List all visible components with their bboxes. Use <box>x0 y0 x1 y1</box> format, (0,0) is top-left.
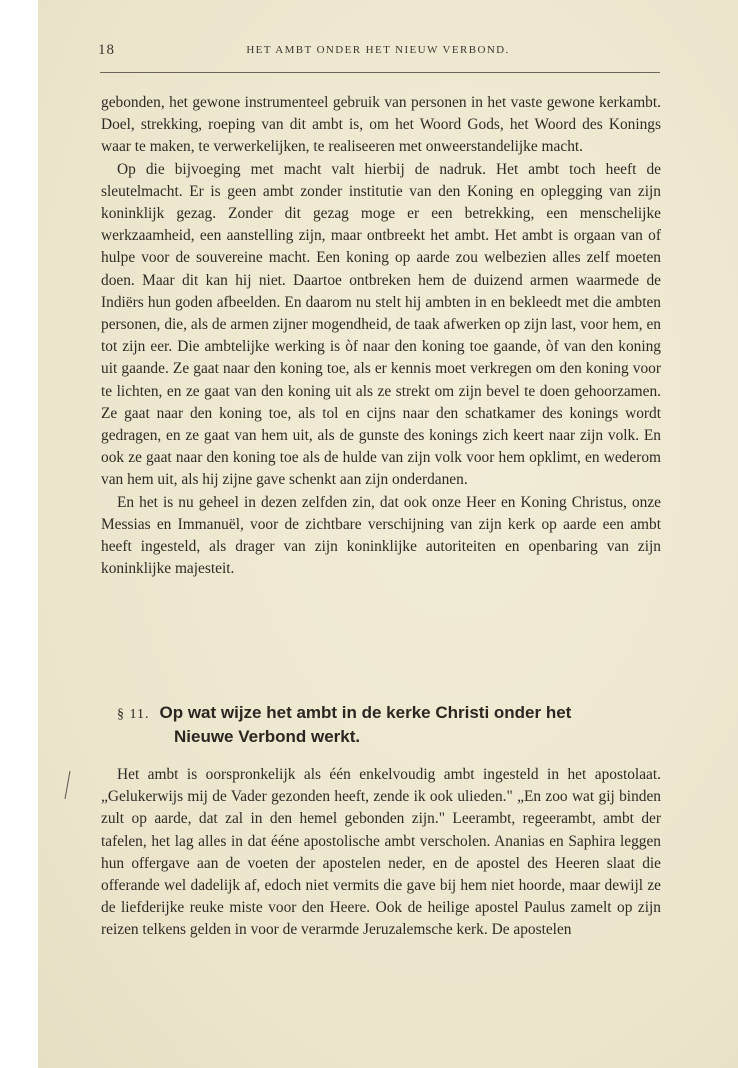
section-heading <box>117 702 662 748</box>
paragraph-1: gebonden, het gewone instrumenteel gebruik van personen in het vaste gewone kerkambt. Doel, strekking, roeping van dit ambt is, om het Woord Gods, het Woord des Konings waar te maken, te verwerkelijken, te realiseeren met onweerstandelijke macht. <box>101 94 661 156</box>
section-title-line2: Nieuwe Verbond werkt. <box>174 727 361 746</box>
running-title: HET AMBT ONDER HET NIEUW VERBOND. <box>246 44 510 56</box>
page-header <box>98 42 658 64</box>
section-title-line1: Op wat wijze het ambt in de kerke Christi onder het <box>159 703 572 722</box>
paragraph-2: Op die bijvoeging met macht valt hierbij de nadruk. Het ambt toch heeft de sleutelmacht. Er is geen ambt zonder institutie van den Koning en oplegging van zijn koninklijk gezag. Zonder dit gezag moge er een betrekking, een menschelijke werkzaamheid, een aanstelling zijn, maar ontbreekt het ambt. Het ambt is orgaan van of hulpe voor de souvereine macht. Een koning op aarde zou welbezien alles zelf moeten doen. Maar dit kan hij niet. Daartoe ontbreken hem de duizend armen waarmede de Indiërs hun goden afbeelden. En daarom nu stelt hij ambten in en bekleedt met die ambten personen, die, als de armen zijner mogendheid, de taak afwerken op zijn last, voor hem, en tot zijn eer. Die ambtelijke werking is òf naar den koning toe gaande, òf van den koning uit gaande. Ze gaat naar den koning toe, als er kennis moet verkregen om den koning voor te lichten, en ze gaat van den koning uit als ze strekt om zijn bevel te doen gehoorzamen. Ze gaat naar den koning toe, als tol en cijns naar den schatkamer des konings wordt gedragen, en ze gaat van hem uit, als de gunste des konings zich keert naar zijn volk. En ook ze gaat naar den koning toe als de hulde van zijn volk voor hem opklimt, en wederom van hem uit, als hij zijne gave schenkt aan zijn onderdanen. <box>101 160 661 489</box>
body-text-section <box>101 764 661 942</box>
header-rule <box>100 72 660 73</box>
section-number: § 11. <box>117 707 150 722</box>
paragraph-4: Het ambt is oorspronkelijk als één enkelvoudig ambt ingesteld in het apostolaat. „Gelukerwijs mij de Vader gezonden heeft, zende ik ook ulieden." „En zoo wat gij binden zult op aarde, dat zal in den hemel gebonden zijn." Leerambt, regeerambt, ambt der tafelen, het lag alles in dat ééne apostolische ambt verscholen. Ananias en Saphira leggen hun offergave aan de voeten der apostelen neder, en de apostel des Heeren slaat die offerande wel dadelijk af, edoch niet vermits die gave bij hem niet hoorde, maar dewijl ze de liefderijke reuke miste voor den Heere. Ook de heilige apostel Paulus zamelt op zijn reizen telkens gelden in voor de verarmde Jeruzalemsche kerk. De apostelen <box>101 766 661 939</box>
paragraph-3: En het is nu geheel in dezen zelfden zin, dat ook onze Heer en Koning Christus, onze Messias en Immanuël, voor de zichtbare verschijning van zijn kerk op aarde een ambt heeft ingesteld, als drager van zijn koninklijke autoriteiten en openbaring van zijn koninklijke majesteit. <box>101 493 661 578</box>
margin-pencil-mark <box>62 770 72 800</box>
body-text <box>101 92 661 580</box>
page-number: 18 <box>98 42 115 58</box>
